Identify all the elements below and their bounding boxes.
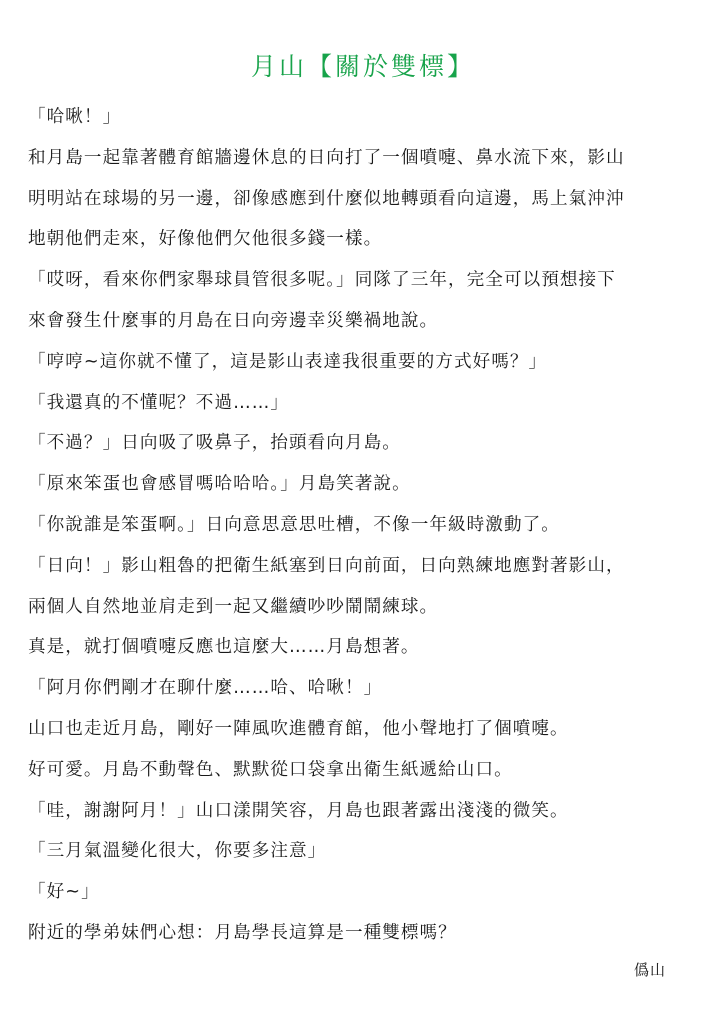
story-line: 來會發生什麼事的月島在日向旁邊幸災樂禍地說。 [28, 310, 439, 331]
story-line: 「原來笨蛋也會感冒嗎哈哈哈。」月島笑著說。 [28, 474, 411, 495]
story-line: 「哎呀，看來你們家舉球員管很多呢。」同隊了三年，完全可以預想接下 [28, 270, 616, 291]
story-line: 和月島一起靠著體育館牆邊休息的日向打了一個噴嚏、鼻水流下來，影山 [28, 147, 625, 168]
story-line: 附近的學弟妹們心想：月島學長這算是一種雙標嗎？ [28, 922, 457, 943]
story-line: 山口也走近月島，剛好一陣風吹進體育館，他小聲地打了個噴嚏。 [28, 718, 569, 739]
document-title: 月山【關於雙標】 [250, 52, 475, 81]
story-line: 「哇，謝謝阿月！」山口漾開笑容，月島也跟著露出淺淺的微笑。 [28, 800, 569, 821]
story-body [28, 97, 700, 954]
story-line: 「哈啾！」 [28, 107, 122, 127]
story-line: 「不過？」日向吸了吸鼻子，抬頭看向月島。 [28, 433, 401, 454]
story-line: 好可愛。月島不動聲色、默默從口袋拿出衛生紙遞給山口。 [28, 759, 513, 780]
story-line: 兩個人自然地並肩走到一起又繼續吵吵鬧鬧練球。 [28, 596, 439, 617]
story-line: 「哼哼~這你就不懂了，這是影山表達我很重要的方式好嗎？」 [28, 351, 548, 372]
story-line: 明明站在球場的另一邊，卻像感應到什麼似地轉頭看向這邊，馬上氣沖沖 [28, 188, 625, 209]
story-line: 「好~」 [28, 882, 100, 903]
story-line: 「你說誰是笨蛋啊。」日向意思意思吐槽，不像一年級時激動了。 [28, 514, 560, 535]
story-line: 真是，就打個噴嚏反應也這麼大……月島想著。 [28, 637, 420, 658]
story-line: 「阿月你們剛才在聊什麼……哈、哈啾！」 [28, 678, 383, 699]
story-line: 「三月氣溫變化很大，你要多注意」 [28, 841, 327, 862]
author-signature: 僞山 [633, 961, 666, 979]
story-line: 「日向！」影山粗魯的把衛生紙塞到日向前面，日向熟練地應對著影山， [28, 555, 625, 576]
story-line: 「我還真的不懂呢？不過……」 [28, 392, 290, 413]
story-line: 地朝他們走來，好像他們欠他很多錢一樣。 [28, 229, 383, 250]
